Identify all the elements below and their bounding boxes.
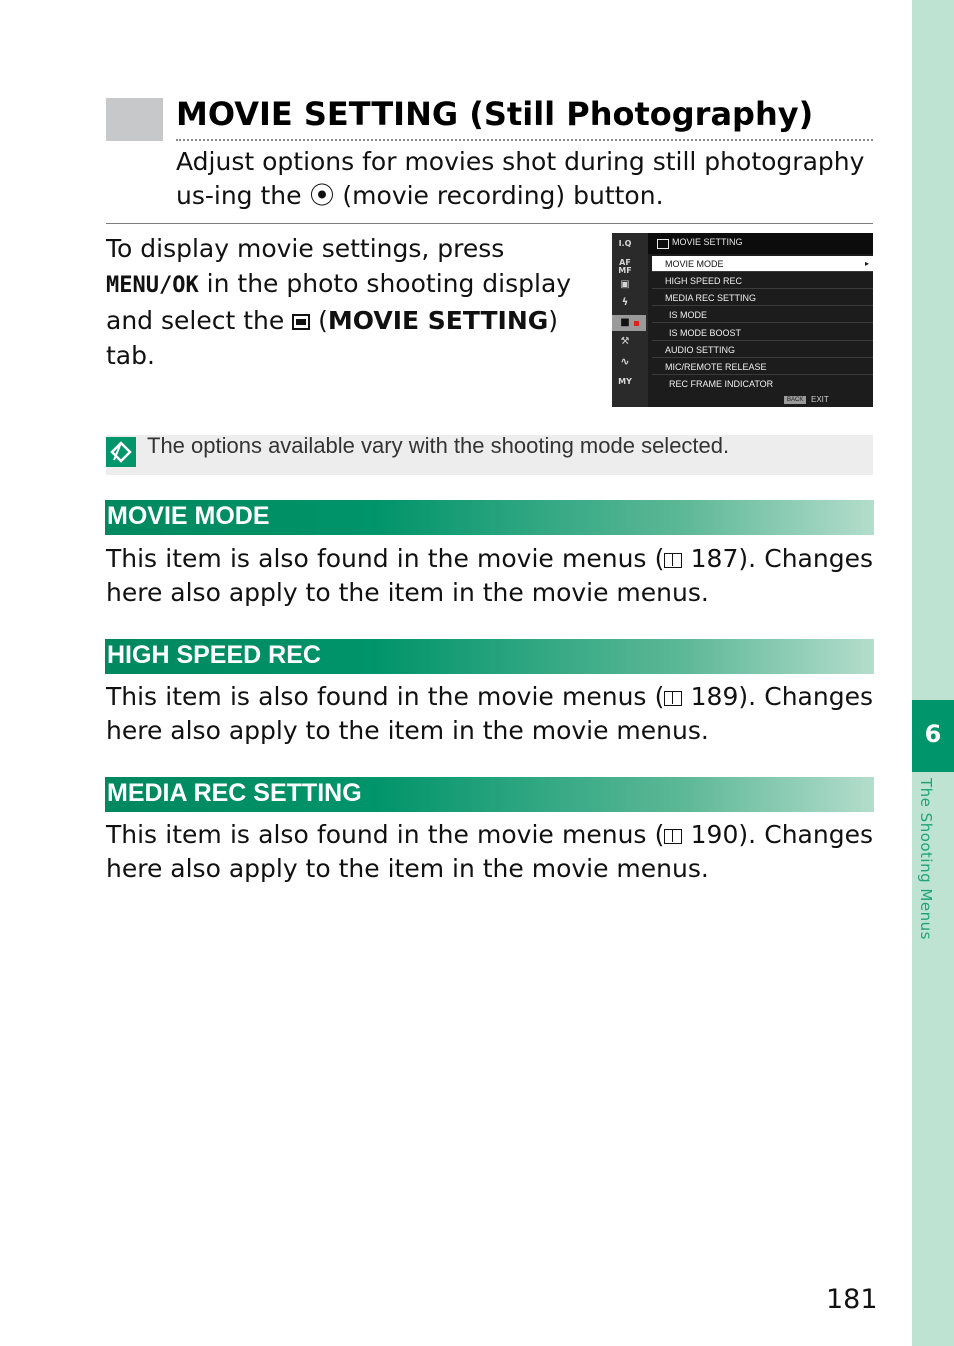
chapter-title [912,778,938,988]
menu-item-label: REC FRAME INDICATOR [669,379,774,389]
section-header-movie-mode [105,500,874,535]
menu-item-label: MOVIE MODE [665,259,724,269]
menu-item-label: IS MODE [669,310,708,320]
section-text-high-speed-rec [106,680,873,748]
menu-item-label: HIGH SPEED REC [665,276,743,286]
title-marker [106,98,163,141]
section-title: MEDIA REC SETTING [107,779,362,807]
chapter-title-text: The Shooting Menus [917,778,935,940]
page-reference-link[interactable]: 190). Changes here also apply to the item in the movie menus. [106,820,873,883]
note-icon [106,437,136,467]
note-text: The options available vary with the shooting mode selected. [147,433,730,458]
book-icon [664,553,682,568]
title-divider [176,139,873,141]
intro-divider [106,223,873,224]
section-text: This item is also found in the movie menus ( [106,682,665,711]
instructions-text-1: To display movie settings, press [106,234,505,263]
book-icon [664,829,682,844]
section-text: This item is also found in the movie menus ( [106,820,665,849]
menu-item-label: IS MODE BOOST [669,328,742,338]
my-menu-icon: MY [618,377,632,386]
page-title: MOVIE SETTING (Still Photography) [176,95,814,133]
exit-label: EXIT [811,395,829,404]
section-header-high-speed-rec [105,639,874,674]
back-button-glyph[interactable]: BACK [784,396,806,404]
instructions-text-3: ( [310,306,328,335]
menu-item-label: MIC/REMOTE RELEASE [665,362,767,372]
section-header-media-rec-setting [105,777,874,812]
section-title: HIGH SPEED REC [107,641,321,669]
menu-item-high-speed-rec[interactable] [652,273,873,289]
menu-item-mic-remote-release[interactable] [652,359,873,375]
intro-text: Adjust options for movies shot during still photography us-ing the ⦿ (movie recording) button. [176,147,865,210]
camera-menu-sidebar [612,233,648,407]
camera-menu-screen [612,233,873,407]
instructions-text-4: ) tab. [106,306,559,370]
active-tab-dot [634,321,639,326]
chevron-right-icon: ▸ [864,259,869,268]
menu-item-label: AUDIO SETTING [665,345,736,355]
chapter-number: 6 [924,720,942,748]
movie-tab-icon: ■ [620,317,630,328]
menu-item-is-mode[interactable] [652,307,873,323]
menu-item-audio-setting[interactable] [652,342,873,358]
image-quality-icon: I.Q [618,239,632,248]
section-text-media-rec-setting [106,818,873,886]
setup-icon: ⚒ [620,336,630,347]
menu-ok-button-label: MENU/OK [106,273,199,298]
section-title: MOVIE MODE [107,502,270,530]
menu-item-label: MEDIA REC SETTING [665,293,757,303]
section-text: This item is also found in the movie menus ( [106,544,665,573]
page-number: 181 [826,1284,878,1315]
page-reference-link[interactable]: 187). Changes here also apply to the item in the movie menus. [106,544,873,607]
book-icon [664,691,682,706]
chapter-tab-strip [912,0,954,1346]
menu-item-movie-mode[interactable] [652,256,873,272]
connection-icon: ∿ [620,355,630,368]
af-mf-icon: AF MF [618,258,632,275]
shooting-settings-icon: ▣ [620,279,630,290]
movie-setting-tab-icon [292,314,310,330]
movie-setting-tab-name: MOVIE SETTING [327,306,549,335]
menu-item-media-rec-setting[interactable] [652,290,873,306]
movie-setting-icon [657,239,669,249]
display-instructions [106,231,596,373]
menu-item-is-mode-boost[interactable] [652,325,873,341]
menu-item-rec-frame-indicator[interactable] [652,376,873,392]
section-text-movie-mode [106,542,873,610]
flash-icon: ϟ [621,297,629,308]
page-reference-link[interactable]: 189). Changes here also apply to the item in the movie menus. [106,682,873,745]
instructions-text-2: in the photo shooting display and select the [106,269,572,335]
camera-menu-title: MOVIE SETTING [672,237,743,247]
